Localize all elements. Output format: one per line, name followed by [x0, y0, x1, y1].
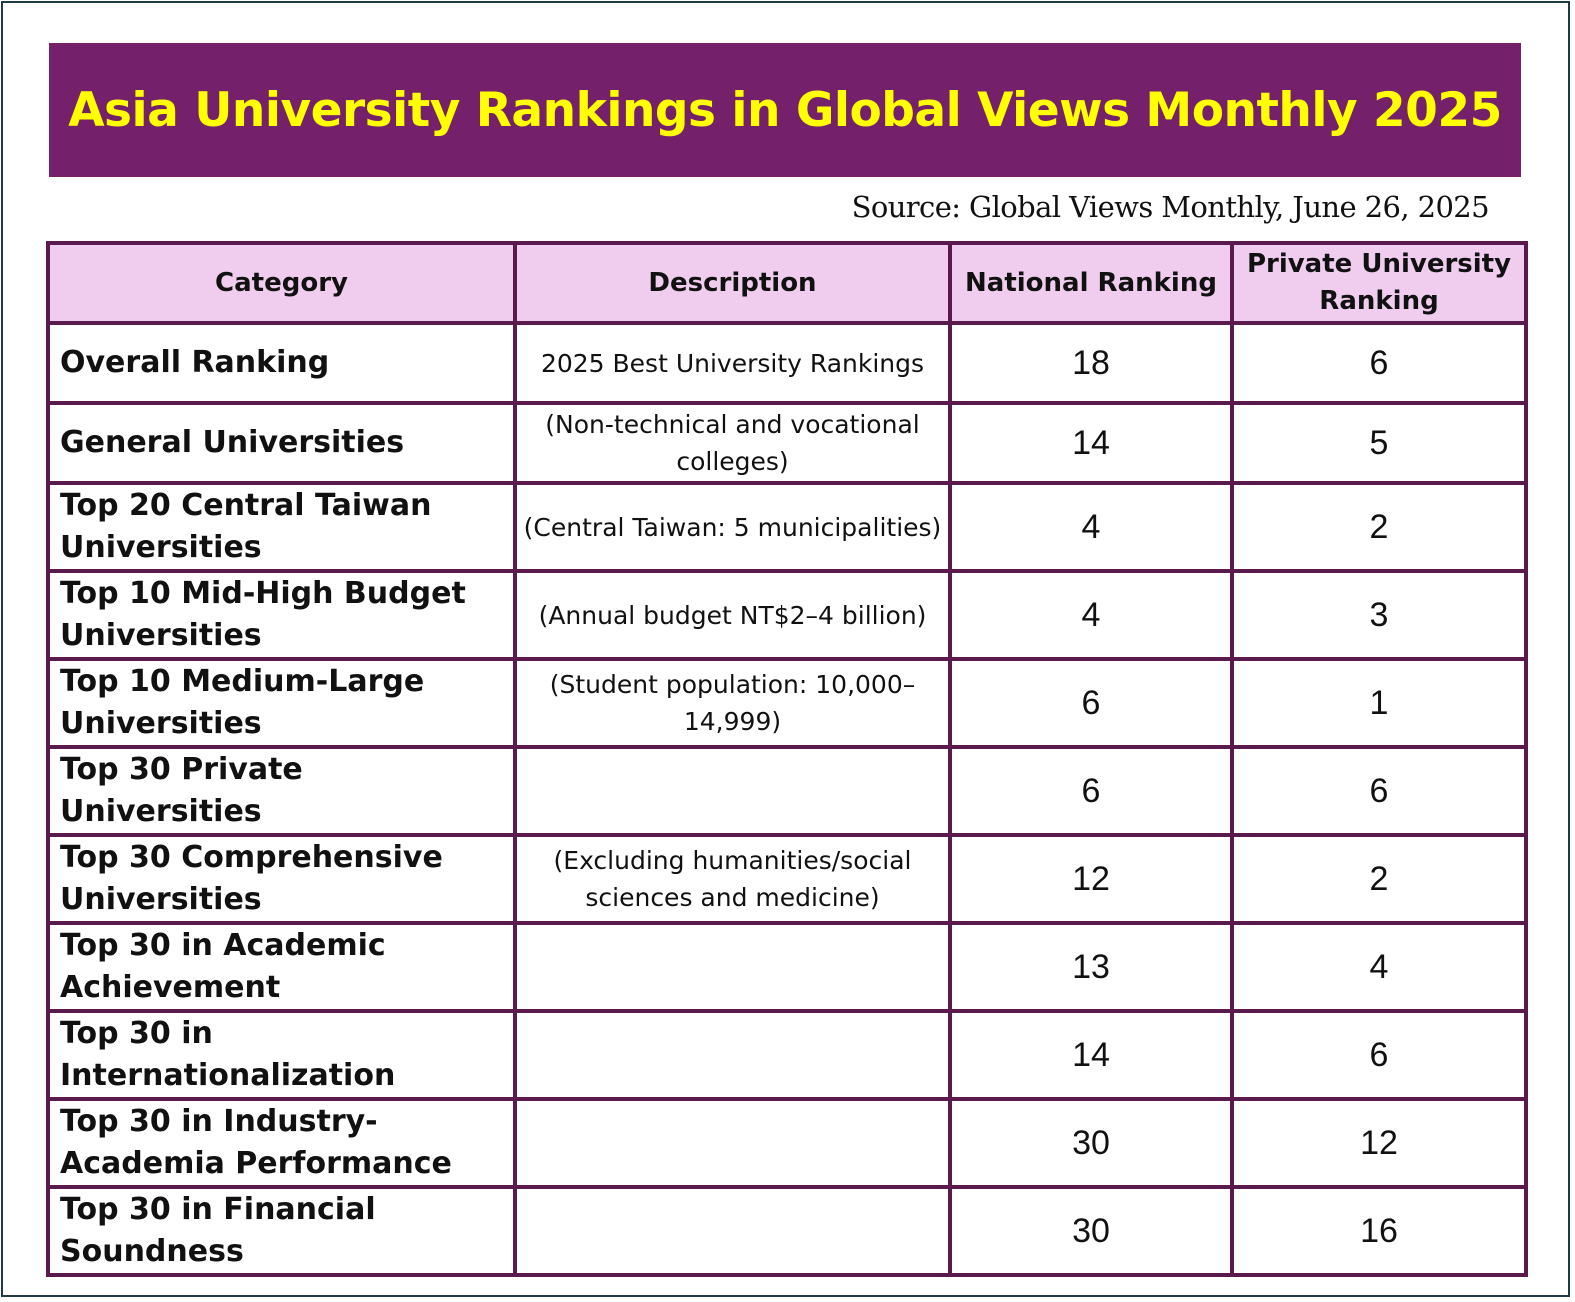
national-ranking-cell: 30	[950, 1187, 1232, 1275]
category-cell: Top 30 in Financial Soundness	[48, 1187, 515, 1275]
source-note: Source: Global Views Monthly, June 26, 2025	[851, 190, 1489, 224]
national-ranking-cell: 6	[950, 747, 1232, 835]
category-cell: Top 10 Mid-High Budget Universities	[48, 571, 515, 659]
table-row	[48, 483, 1526, 571]
header-national-ranking: National Ranking	[950, 243, 1232, 323]
private-ranking-cell: 6	[1232, 747, 1526, 835]
table-row	[48, 835, 1526, 923]
category-cell: Top 20 Central Taiwan Universities	[48, 483, 515, 571]
table-row	[48, 323, 1526, 403]
private-ranking-cell: 6	[1232, 1011, 1526, 1099]
national-ranking-cell: 14	[950, 1011, 1232, 1099]
description-cell: (Non-technical and vocational colleges)	[515, 403, 950, 483]
description-cell	[515, 1099, 950, 1187]
private-ranking-cell: 1	[1232, 659, 1526, 747]
description-cell	[515, 747, 950, 835]
description-cell: (Excluding humanities/social sciences and medicine)	[515, 835, 950, 923]
category-cell: General Universities	[48, 403, 515, 483]
category-cell: Top 30 in Industry-Academia Performance	[48, 1099, 515, 1187]
private-ranking-cell: 5	[1232, 403, 1526, 483]
private-ranking-cell: 2	[1232, 483, 1526, 571]
description-cell	[515, 1011, 950, 1099]
rankings-table	[46, 241, 1528, 1277]
category-cell: Top 10 Medium-Large Universities	[48, 659, 515, 747]
table-row	[48, 659, 1526, 747]
header-row	[48, 243, 1526, 323]
header-private-ranking: Private University Ranking	[1232, 243, 1526, 323]
national-ranking-cell: 18	[950, 323, 1232, 403]
private-ranking-cell: 3	[1232, 571, 1526, 659]
page-title: Asia University Rankings in Global Views Monthly 2025	[68, 82, 1502, 138]
table-row	[48, 403, 1526, 483]
national-ranking-cell: 12	[950, 835, 1232, 923]
category-cell: Overall Ranking	[48, 323, 515, 403]
category-cell: Top 30 in Academic Achievement	[48, 923, 515, 1011]
national-ranking-cell: 4	[950, 571, 1232, 659]
description-cell	[515, 923, 950, 1011]
category-cell: Top 30 Comprehensive Universities	[48, 835, 515, 923]
description-cell: 2025 Best University Rankings	[515, 323, 950, 403]
table-row	[48, 1187, 1526, 1275]
description-cell	[515, 1187, 950, 1275]
private-ranking-cell: 16	[1232, 1187, 1526, 1275]
private-ranking-cell: 12	[1232, 1099, 1526, 1187]
header-description: Description	[515, 243, 950, 323]
national-ranking-cell: 4	[950, 483, 1232, 571]
table-row	[48, 747, 1526, 835]
national-ranking-cell: 14	[950, 403, 1232, 483]
national-ranking-cell: 13	[950, 923, 1232, 1011]
category-cell: Top 30 in Internationalization	[48, 1011, 515, 1099]
description-cell: (Central Taiwan: 5 municipalities)	[515, 483, 950, 571]
private-ranking-cell: 6	[1232, 323, 1526, 403]
private-ranking-cell: 4	[1232, 923, 1526, 1011]
national-ranking-cell: 6	[950, 659, 1232, 747]
table-row	[48, 1099, 1526, 1187]
national-ranking-cell: 30	[950, 1099, 1232, 1187]
table-row	[48, 1011, 1526, 1099]
header-category: Category	[48, 243, 515, 323]
description-cell: (Student population: 10,000–14,999)	[515, 659, 950, 747]
title-banner	[49, 43, 1521, 177]
category-cell: Top 30 Private Universities	[48, 747, 515, 835]
table-row	[48, 571, 1526, 659]
description-cell: (Annual budget NT$2–4 billion)	[515, 571, 950, 659]
table-row	[48, 923, 1526, 1011]
private-ranking-cell: 2	[1232, 835, 1526, 923]
